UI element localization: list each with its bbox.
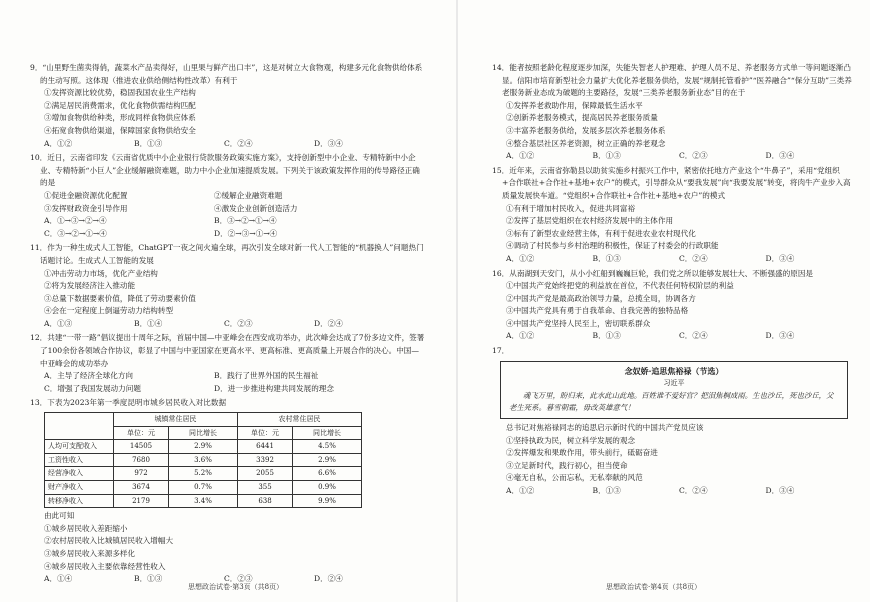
table-cell: 14505: [114, 440, 169, 454]
option: ②发挥了基层党组织在农村经济发展中的主体作用: [506, 216, 674, 226]
table-cell: 3674: [114, 481, 169, 495]
option: ③增加食物供给种类，形成同样食物供应体系: [44, 113, 196, 123]
option: ④毫无自私，公而忘私，无私奉献的风范: [506, 473, 643, 483]
option: ②创新养老服务模式，提高居民养老服务质量: [506, 113, 658, 123]
answer-choices: [30, 318, 426, 331]
table-group-header: 农村常住居民: [238, 413, 362, 427]
answer-choices: [492, 330, 852, 343]
choice-c: C．②③: [679, 151, 708, 161]
option: ④中国共产党坚持人民至上，密切联系群众: [506, 318, 651, 328]
table-header-row: [45, 413, 362, 427]
choice-c: C．②④: [679, 253, 708, 263]
poem-box: [500, 361, 848, 419]
question-12: [30, 332, 426, 395]
table-cell: 2055: [238, 467, 293, 481]
choice-a: A．①→③→②→④: [44, 216, 107, 226]
question-10: [30, 152, 426, 240]
choice-c: C．增强了我国发展动力问题: [44, 383, 141, 393]
question-17: [492, 345, 852, 498]
table-cell: 2179: [114, 494, 169, 508]
table-row: [45, 467, 362, 481]
table-corner-cell: [45, 413, 114, 440]
table-cell: 4.5%: [293, 440, 362, 454]
choice-d: D．②④: [314, 574, 343, 584]
table-cell: 6441: [238, 440, 293, 454]
answer-choices: [30, 215, 426, 228]
question-14: [492, 62, 852, 163]
option: ④整合基层社区养老资源，树立正确的养老观念: [506, 138, 666, 148]
table-group-header: 城镇常住居民: [114, 413, 238, 427]
choice-a: A．①②: [506, 151, 535, 161]
option-row: [30, 383, 426, 396]
table-cell: 3392: [238, 453, 293, 467]
choice-b: B．①③: [134, 138, 163, 148]
table-cell: 2.9%: [169, 440, 238, 454]
table-subheader: 同比增长: [169, 426, 238, 440]
choice-d: D．③④: [765, 486, 795, 495]
option: ③发挥财政资金引导作用: [44, 203, 128, 213]
choice-a: A．①②: [506, 253, 535, 263]
answer-choices: [492, 485, 852, 498]
option: ③立足新时代，践行初心，担当使命: [506, 460, 628, 470]
table-subheader: 单位：元: [114, 426, 169, 440]
table-cell: 财产净收入: [45, 481, 114, 495]
question-stem: 12．共建“一带一路”倡议提出十周年之际，首届中国—中亚峰会在西安成功举办，此次峰会达成了7份多边文件，签署了100余份各领域合作协议，彰显了中国与中亚国家在更高水平、更高标准、更高质量上开展合作的决心。中国—中亚峰会的成功举办: [30, 333, 425, 368]
poem-author: 习近平: [663, 379, 685, 388]
question-stem: 15．近年来，云南省弥勒县以助贫实施乡村振兴工作中，紧密依托地方产业这个“牛鼻子”，采用“党组织+合作联社+合作社+基地+农户”的模式，引导群众从“要我发展”向“我要发展”转变，将肉牛产业步入高质量发展快车道。“党组织+合作联社+合作社+基地+农户”的模式: [492, 165, 851, 200]
choice-d: D．③④: [765, 151, 795, 161]
table-cell: 人均可支配收入: [45, 440, 114, 454]
table-cell: 638: [238, 494, 293, 508]
question-stem: 14．能者按照老龄化程度逐步加深，失能失智老人护理难、护理人员不足、养老服务方式单一等问题逐渐凸显。信阳市培育新型社会力量扩大优化养老服务供给，发展“规制托管看护”“医养融合”“保分互助”三类养老服务新业态成为破题的主要路径，发展“三类养老服务新业态”目的在于: [492, 63, 852, 98]
choice-d: D．③④: [314, 138, 343, 148]
table-row: [45, 453, 362, 467]
page-footer-right: 思想政治试卷·第4页（共8页）: [606, 583, 702, 591]
poem-title: 念奴娇·追思焦裕禄（节选）: [624, 365, 724, 376]
table-row: [45, 494, 362, 508]
table-cell: 0.9%: [293, 481, 362, 495]
table-cell: 工资性收入: [45, 453, 114, 467]
right-column: [492, 62, 852, 500]
option: ①中国共产党始终把党的利益放在首位，不代表任何特权阶层的利益: [506, 281, 734, 291]
question-stem: 9．“山里野生菌卖得俏，蔬菜水产品卖得好，山里果与鲜产出口丰”，这是对树立大食物观，构建多元化食物供给体系的生动写照。这体现（推进农业供给侧结构性改革）有利于: [30, 63, 423, 85]
option: ①发挥养老救助作用，保障最低生活水平: [506, 100, 643, 110]
option: ②缓解企业融资难题: [214, 190, 283, 200]
question-stem: 11．作为一种生成式人工智能，ChatGPT一夜之间火遍全球，再次引发全球对新一代人工智能的“机器换人”问题热门话题讨论。生成式人工智能的发展: [30, 243, 424, 265]
question-13: [30, 397, 426, 585]
choice-b: B．①③: [592, 331, 621, 341]
choice-c: C．③→②→①→④: [44, 228, 107, 238]
option: ③总量下数据要素价值，降低了劳动要素价值: [44, 293, 196, 303]
table-cell: 经营净收入: [45, 467, 114, 481]
table-cell: 转移净收入: [45, 494, 114, 508]
choice-c: C．②④: [679, 331, 708, 341]
option-row: [30, 203, 426, 216]
table-cell: 0.7%: [169, 481, 238, 495]
answer-choices: [492, 253, 852, 266]
table-subheader: 单位：元: [238, 426, 293, 440]
option: ②将为发展经济注入推动能: [44, 281, 136, 291]
choice-a: A．①②: [506, 486, 535, 495]
option: ①发挥资源比较优势，稳固我国农业生产结构: [44, 88, 196, 98]
option: ①城乡居民收入差距缩小: [44, 523, 128, 533]
table-cell: 3.4%: [169, 494, 238, 508]
choice-d: D．②→③→①→④: [214, 228, 278, 238]
choice-b: B．③→②→①→④: [214, 216, 277, 226]
option: ④会在一定程度上倒逼劳动力结构转型: [44, 306, 174, 316]
table-cell: 972: [114, 467, 169, 481]
table-subheader: 同比增长: [293, 426, 362, 440]
page-fold-divider: [456, 0, 458, 602]
page-footer-left: 思想政治试卷·第3页（共8页）: [188, 583, 284, 591]
choice-b: B．①③: [592, 486, 621, 495]
question-stem: 总书记对焦裕禄同志的追思启示新时代的中国共产党员应该: [506, 423, 704, 433]
option: ③城乡居民收入来源多样化: [44, 548, 136, 558]
table-row: [45, 440, 362, 454]
choice-a: A．①②: [506, 331, 535, 341]
choice-c: C．②③: [224, 574, 253, 584]
poem-body: 魂飞万里，盼归来，此水此山此地。百姓谁不爱好官？把泪焦桐成雨。生也沙丘，死也沙丘，父老生死系。暮雪朝霜，毋改英雄意气！: [509, 390, 834, 413]
option: ④激发企业创新创造活力: [214, 203, 298, 213]
choice-b: B．践行了世界外国的民生福祉: [214, 371, 319, 381]
table-cell: 5.2%: [169, 467, 238, 481]
choice-a: A．主导了经济全球化方向: [44, 371, 134, 381]
choice-a: A．①②: [44, 138, 73, 148]
left-column: [30, 62, 426, 588]
option: ①坚持执政为民，树立科学发展的观念: [506, 435, 636, 445]
question-16: [492, 268, 852, 344]
option: ②满足居民消费需求，优化食物供需结构匹配: [44, 100, 196, 110]
option: ④拓宽食物供给渠道，保障国家食物供给安全: [44, 125, 196, 135]
answer-choices: [30, 138, 426, 151]
question-9: [30, 62, 426, 150]
question-15: [492, 165, 852, 266]
choice-d: D．②④: [314, 318, 343, 328]
table-row: [45, 481, 362, 495]
option: ③标有了新型农业经营主体，有利于促进农业农村现代化: [506, 228, 696, 238]
question-number: 17．: [492, 346, 510, 356]
option-row: [30, 370, 426, 383]
answer-choices: [492, 150, 852, 163]
choice-c: C．②④: [224, 138, 253, 148]
table-cell: 355: [238, 481, 293, 495]
question-11: [30, 242, 426, 330]
option: ④调动了村民参与乡村治理的积极性，保证了村委会的行政职能: [506, 241, 719, 251]
choice-b: B．①④: [134, 318, 163, 328]
choice-b: B．①③: [592, 253, 621, 263]
question-stem: 16．从南湖到天安门，从小小红船到巍巍巨轮，我们党之所以能够发展壮大、不断强盛的原因是: [492, 268, 814, 278]
question-stem: 13．下表为2023年第一季度昆明市城乡居民收入对比数据: [30, 398, 227, 408]
option: ①冲击劳动力市场，优化产业结构: [44, 268, 158, 278]
table-cell: 3.6%: [169, 453, 238, 467]
choice-d: D．进一步推进构建共同发展的理念: [214, 383, 334, 393]
choice-a: A．①③: [44, 318, 73, 328]
choice-b: B．①③: [592, 151, 621, 161]
option: ③丰富养老服务供给，发展多层次养老服务体系: [506, 125, 666, 135]
option-row: [30, 190, 426, 203]
option: ②农村居民收入比城镇居民收入增幅大: [44, 536, 174, 546]
choice-c: C．②④: [679, 486, 708, 495]
option: ②中国共产党是最高政治领导力量，总揽全局，协调各方: [506, 293, 696, 303]
table-cell: 6.6%: [293, 467, 362, 481]
choice-a: A．①④: [44, 574, 73, 584]
table-cell: 9.9%: [293, 494, 362, 508]
question-lead: 由此可知: [44, 511, 75, 521]
answer-choices: [30, 228, 426, 241]
choice-b: B．①③: [134, 574, 163, 584]
table-cell: 7680: [114, 453, 169, 467]
question-stem: 10．近日，云南省印发《云南省优质中小企业银行贷款服务政策实施方案》，支持创新型中小企业、专精特新中小企业、专精特新“小巨人”企业缓解融资难题，助力中小企业加速提质发展。下列关于该政策发挥作用的传导路径正确的是: [30, 153, 420, 188]
option: ①有利于增加村民收入，促进共同富裕: [506, 203, 636, 213]
income-table: [44, 412, 362, 508]
option: ②发挥爆发和果敢作用，带头前行，砥砺奋进: [506, 448, 658, 458]
option: ④城乡居民收入主要依靠经营性收入: [44, 561, 166, 571]
choice-d: D．③④: [765, 331, 795, 341]
choice-d: D．③④: [765, 253, 795, 263]
choice-c: C．②③: [224, 318, 253, 328]
table-cell: 2.9%: [293, 453, 362, 467]
option: ③中国共产党具有勇于自我革命、自我完善的独特品格: [506, 306, 689, 316]
option: ①促进金融资源优化配置: [44, 190, 128, 200]
